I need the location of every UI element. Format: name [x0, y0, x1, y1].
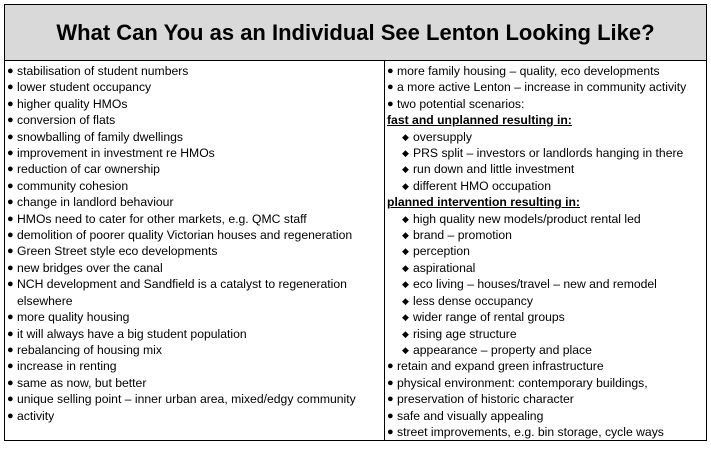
bullet-icon: ●: [7, 65, 14, 77]
sub-list-item: ◆ high quality new models/product rental led: [402, 211, 641, 226]
list-item: ● safe and visually appealing: [387, 408, 544, 423]
bullet-icon: ●: [7, 81, 14, 94]
vision-table: [4, 4, 707, 441]
bullet-icon: ●: [387, 409, 394, 422]
bullet-icon: ●: [387, 376, 394, 389]
bullet-icon: ●: [7, 311, 14, 324]
bullet-icon: ●: [387, 425, 394, 438]
sub-list-item: ◆ run down and little investment: [402, 162, 575, 177]
list-item: ● Green Street style eco developments: [7, 244, 218, 259]
bullet-icon: ●: [7, 179, 14, 192]
table-header: [5, 5, 706, 61]
sub-list-item: ◆ appearance – property and place: [402, 342, 592, 357]
bullet-icon: ●: [387, 393, 394, 406]
list-item: ● HMOs need to cater for other markets, e.g. QMC staff: [7, 211, 307, 226]
diamond-icon: ◆: [402, 164, 409, 175]
diamond-icon: ◆: [402, 246, 409, 257]
bullet-icon: ●: [7, 409, 14, 422]
bullet-icon: ●: [7, 278, 14, 291]
list-item: ● reduction of car ownership: [7, 162, 160, 177]
diamond-icon: ◆: [402, 312, 409, 323]
list-item: ● two potential scenarios:: [387, 96, 525, 111]
list-item: ● unique selling point – inner urban area, mixed/edgy community: [7, 392, 356, 407]
diamond-icon: ◆: [402, 295, 409, 306]
sub-list-item: ◆ rising age structure: [402, 326, 517, 341]
sub-list-item: ◆ less dense occupancy: [402, 293, 533, 308]
bullet-icon: ●: [7, 261, 14, 274]
bullet-icon: ●: [7, 360, 14, 373]
right-column: [385, 61, 706, 440]
left-column: [5, 61, 385, 440]
list-item: ● conversion of flats: [7, 113, 116, 128]
diamond-icon: ◆: [402, 131, 409, 142]
bullet-icon: ●: [7, 130, 14, 143]
diamond-icon: ◆: [402, 213, 409, 224]
bullet-icon: ●: [387, 360, 394, 373]
table-title: What Can You as an Individual See Lenton Looking Like?: [56, 19, 655, 45]
bullet-icon: ●: [7, 245, 14, 258]
bullet-icon: ●: [7, 343, 14, 356]
bullet-icon: ●: [7, 376, 14, 389]
bullet-icon: ●: [387, 65, 394, 77]
list-item: ● more family housing – quality, eco developments: [387, 64, 660, 78]
sub-list-item: ◆ eco living – houses/travel – new and remodel: [402, 277, 657, 292]
list-item: ● lower student occupancy: [7, 80, 152, 95]
list-item: ● change in landlord behaviour: [7, 195, 174, 210]
list-item: ● more quality housing: [7, 310, 130, 325]
list-item: ● NCH development and Sandfield is a catalyst to regeneration elsewhere: [7, 277, 347, 308]
bullet-icon: ●: [7, 97, 14, 110]
diamond-icon: ◆: [402, 148, 409, 159]
bullet-icon: ●: [7, 229, 14, 242]
bullet-icon: ●: [7, 196, 14, 209]
list-item: ● same as now, but better: [7, 375, 147, 390]
bullet-icon: ●: [7, 114, 14, 127]
sub-list-item: ◆ different HMO occupation: [402, 178, 551, 193]
sub-list-item: ◆ PRS split – investors or landlords hanging in there: [402, 146, 684, 161]
list-item: ● physical environment: contemporary buildings,: [387, 375, 648, 390]
list-item: ● a more active Lenton – increase in community activity: [387, 80, 687, 95]
list-item: ● higher quality HMOs: [7, 96, 128, 111]
sub-list-item: ◆ brand – promotion: [402, 228, 512, 243]
bullet-icon: ●: [7, 393, 14, 406]
diamond-icon: ◆: [402, 262, 409, 273]
bullet-icon: ●: [7, 163, 14, 176]
sub-list-item: ◆ wider range of rental groups: [402, 310, 565, 325]
diamond-icon: ◆: [402, 279, 409, 290]
bullet-icon: ●: [387, 97, 394, 110]
list-item: ● retain and expand green infrastructure: [387, 359, 604, 374]
list-item: ● new bridges over the canal: [7, 260, 163, 275]
diamond-icon: ◆: [402, 344, 409, 355]
scenario-heading-fast: fast and unplanned resulting in:: [387, 113, 572, 128]
list-item: ● rebalancing of housing mix: [7, 342, 162, 357]
list-item: ● activity: [7, 408, 55, 423]
list-item: ● community cohesion: [7, 178, 129, 193]
bullet-icon: ●: [387, 81, 394, 94]
diamond-icon: ◆: [402, 180, 409, 191]
bullet-icon: ●: [7, 212, 14, 225]
diamond-icon: ◆: [402, 230, 409, 241]
bullet-icon: ●: [7, 147, 14, 160]
diamond-icon: ◆: [402, 328, 409, 339]
list-item: ● demolition of poorer quality Victorian houses and regeneration: [7, 228, 353, 243]
list-item: ● it will always have a big student population: [7, 326, 247, 341]
list-item: ● stabilisation of student numbers: [7, 64, 189, 78]
list-item: ● increase in renting: [7, 359, 117, 374]
list-item: ● snowballing of family dwellings: [7, 129, 183, 144]
sub-list-item: ◆ oversupply: [402, 129, 472, 144]
list-item: ● preservation of historic character: [387, 392, 574, 407]
list-item: ● improvement in investment re HMOs: [7, 146, 215, 161]
list-item: ● street improvements, e.g. bin storage, cycle ways: [387, 424, 664, 439]
bullet-icon: ●: [7, 327, 14, 340]
sub-list-item: ◆ aspirational: [402, 260, 476, 275]
sub-list-item: ◆ perception: [402, 244, 470, 259]
scenario-heading-planned: planned intervention resulting in:: [387, 195, 580, 210]
